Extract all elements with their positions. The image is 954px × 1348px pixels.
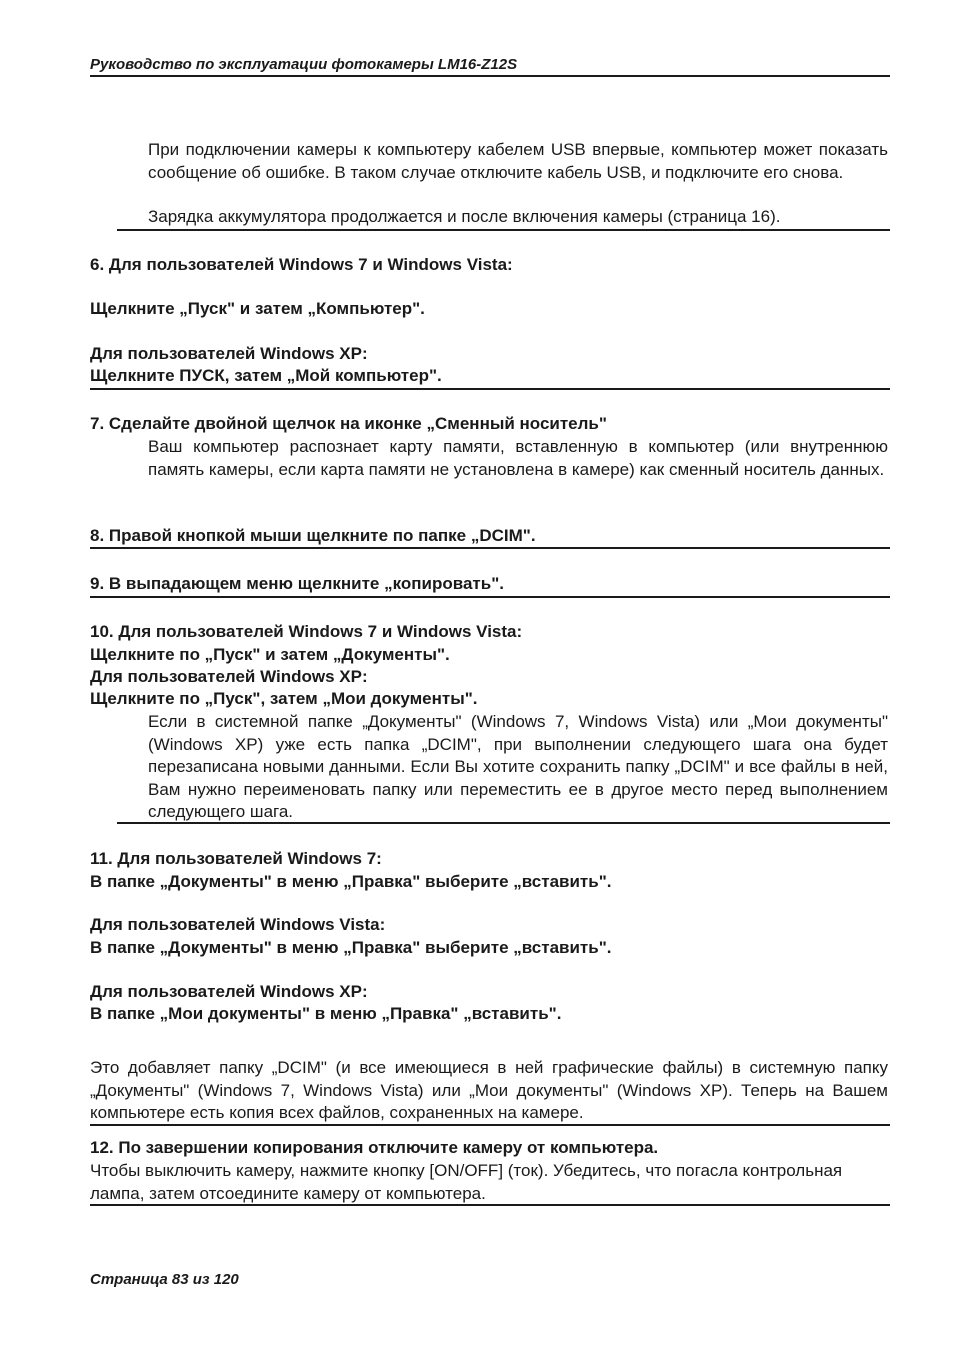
step11-vista-action: В папке „Документы" в меню „Правка" выберите „вставить". (90, 938, 612, 957)
step6-action: Щелкните „Пуск" и затем „Компьютер". (90, 299, 425, 318)
page-number: Страница 83 из 120 (90, 1271, 239, 1288)
step6-xp-action: Щелкните ПУСК, затем „Мой компьютер". (90, 366, 442, 385)
step6-title: 6. Для пользователей Windows 7 и Windows Vista: (90, 255, 513, 274)
divider (90, 1204, 890, 1206)
step7-text: Ваш компьютер распознает карту памяти, вставленную в компьютер (или внутреннюю память камеры, если карта памяти не установлена в камере) как сменный носитель данных. (148, 437, 888, 479)
divider (90, 596, 890, 598)
step9-title: 9. В выпадающем меню щелкните „копировать". (90, 574, 504, 593)
running-header: Руководство по эксплуатации фотокамеры LM16-Z12S (90, 56, 890, 77)
step11-xp-title: Для пользователей Windows XP: (90, 982, 368, 1001)
step7-title: 7. Сделайте двойной щелчок на иконке „Сменный носитель" (90, 414, 607, 433)
step10-line4: Щелкните по „Пуск", затем „Мои документы". (90, 689, 478, 708)
divider (117, 229, 890, 231)
step11-xp-action: В папке „Мои документы" в меню „Правка" „вставить". (90, 1004, 562, 1023)
step11-vista-title: Для пользователей Windows Vista: (90, 915, 386, 934)
divider (90, 1124, 890, 1126)
step12-text: Чтобы выключить камеру, нажмите кнопку [ON/OFF] (ток). Убедитесь, что погасла контрольная лампа, затем отсоедините камеру от компьютера. (90, 1161, 843, 1203)
usb-error-note: При подключении камеры к компьютеру кабелем USB впервые, компьютер может показать сообщение об ошибке. В таком случае отключите кабель USB, и подключите его снова. (148, 140, 888, 182)
step8-title: 8. Правой кнопкой мыши щелкните по папке „DCIM". (90, 526, 536, 545)
charging-note: Зарядка аккумулятора продолжается и после включения камеры (страница 16). (148, 207, 781, 226)
step11-result: Это добавляет папку „DCIM" (и все имеющиеся в ней графические файлы) в системную папку „Документы" (Windows 7, Windows Vista) или „Мои документы" (Windows XP). Теперь на Вашем компьютере есть копия всех файлов, сохраненных на камере. (90, 1058, 888, 1122)
step10-line3: Для пользователей Windows XP: (90, 667, 368, 686)
step10-line1: 10. Для пользователей Windows 7 и Windows Vista: (90, 622, 523, 641)
divider (117, 822, 890, 824)
step11-line1: 11. Для пользователей Windows 7: (90, 849, 382, 868)
divider (90, 547, 890, 549)
step11-line2: В папке „Документы" в меню „Правка" выберите „вставить". (90, 872, 612, 891)
step12-title: 12. По завершении копирования отключите камеру от компьютера. (90, 1138, 659, 1157)
step6-xp-title: Для пользователей Windows XP: (90, 344, 368, 363)
step10-line2: Щелкните по „Пуск" и затем „Документы". (90, 645, 450, 664)
divider (90, 388, 890, 390)
step10-note: Если в системной папке „Документы" (Windows 7, Windows Vista) или „Мои документы" (Windows XP) уже есть папка „DCIM", при выполнении следующего шага она будет перезаписана новыми данными. Если Вы хотите сохранить папку „DCIM" и все файлы в ней, Вам нужно переименовать папку или переместить ее в другое место перед выполнением следующего шага. (148, 712, 888, 821)
